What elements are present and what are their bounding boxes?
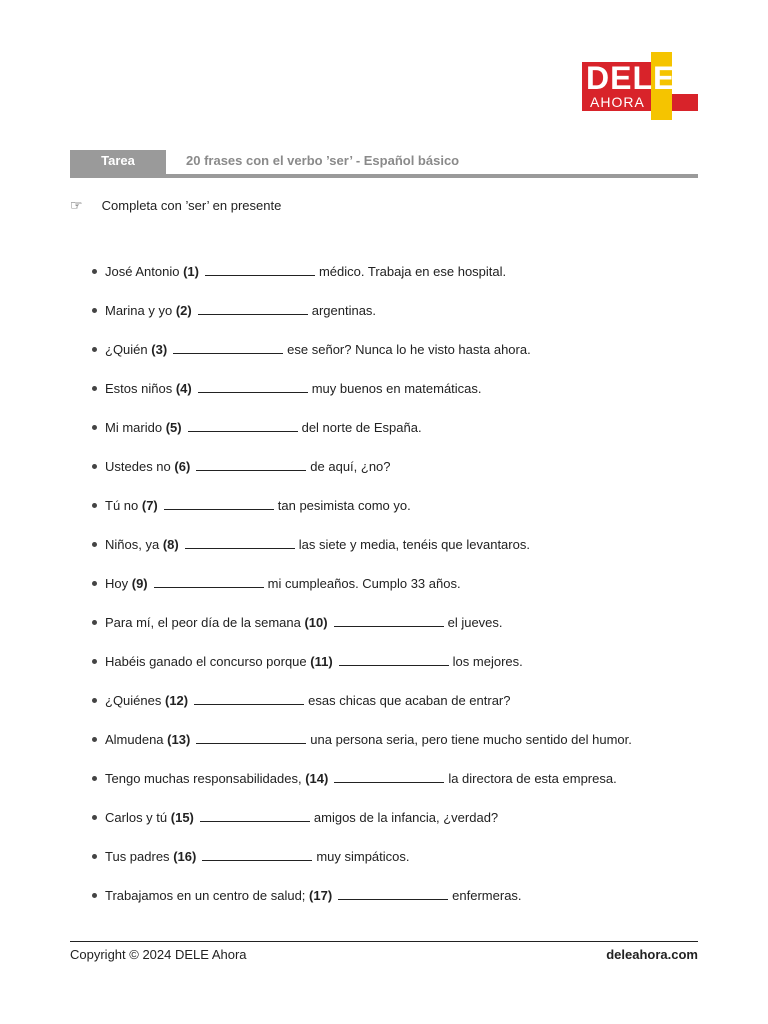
answer-blank[interactable] xyxy=(334,769,444,783)
answer-blank[interactable] xyxy=(196,457,306,471)
pointing-hand-icon: ☞ xyxy=(70,197,83,213)
answer-blank[interactable] xyxy=(205,262,315,276)
exercise-item xyxy=(92,886,632,925)
item-number: (12) xyxy=(165,693,189,708)
sentence-end: tan pesimista como yo. xyxy=(277,498,411,513)
item-number: (17) xyxy=(309,888,333,903)
sentence-start: ¿Quién xyxy=(105,342,148,357)
bullet-icon xyxy=(92,464,97,469)
answer-blank[interactable] xyxy=(339,652,449,666)
footer-copyright: Copyright © 2024 DELE Ahora xyxy=(70,947,247,962)
item-number: (13) xyxy=(167,732,191,747)
sentence-start: José Antonio xyxy=(105,264,180,279)
bullet-icon xyxy=(92,581,97,586)
sentence-start: Tus padres xyxy=(105,849,170,864)
answer-blank[interactable] xyxy=(185,535,295,549)
item-number: (3) xyxy=(151,342,168,357)
sentence-end: la directora de esta empresa. xyxy=(448,771,617,786)
sentence-start: Almudena xyxy=(105,732,164,747)
bullet-icon xyxy=(92,347,97,352)
bullet-icon xyxy=(92,698,97,703)
logo-sub-text: AHORA xyxy=(590,94,645,110)
sentence-start: Para mí, el peor día de la semana xyxy=(105,615,301,630)
answer-blank[interactable] xyxy=(173,340,283,354)
answer-blank[interactable] xyxy=(338,886,448,900)
item-number: (4) xyxy=(175,381,192,396)
exercise-item xyxy=(92,379,632,418)
bullet-icon xyxy=(92,659,97,664)
exercise-item xyxy=(92,340,632,379)
exercise-item xyxy=(92,535,632,574)
item-number: (10) xyxy=(304,615,328,630)
bullet-icon xyxy=(92,620,97,625)
footer-site-link[interactable]: deleahora.com xyxy=(606,947,698,962)
item-number: (16) xyxy=(173,849,197,864)
sentence-end: una persona seria, pero tiene mucho sentido del humor. xyxy=(310,732,632,747)
sentence-end: muy buenos en matemáticas. xyxy=(311,381,482,396)
sentence-end: enfermeras. xyxy=(452,888,522,903)
exercise-item xyxy=(92,301,632,340)
answer-blank[interactable] xyxy=(200,808,310,822)
answer-blank[interactable] xyxy=(194,691,304,705)
bullet-icon xyxy=(92,425,97,430)
sentence-end: argentinas. xyxy=(311,303,377,318)
instruction xyxy=(70,196,281,215)
bullet-icon xyxy=(92,815,97,820)
item-number: (14) xyxy=(305,771,329,786)
sentence-start: Habéis ganado el concurso porque xyxy=(105,654,307,669)
answer-blank[interactable] xyxy=(198,379,308,393)
answer-blank[interactable] xyxy=(334,613,444,627)
task-title: 20 frases con el verbo ’ser’ - Español básico xyxy=(186,153,460,168)
exercise-item xyxy=(92,418,632,457)
sentence-end: médico. Trabaja en ese hospital. xyxy=(318,264,507,279)
item-number: (8) xyxy=(162,537,179,552)
logo-brand-text: DELE xyxy=(586,60,676,96)
task-header xyxy=(70,150,698,178)
exercise-item xyxy=(92,769,632,808)
bullet-icon xyxy=(92,269,97,274)
sentence-start: Trabajamos en un centro de salud; xyxy=(105,888,306,903)
answer-blank[interactable] xyxy=(188,418,298,432)
exercise-item xyxy=(92,496,632,535)
footer-divider xyxy=(70,941,698,942)
bullet-icon xyxy=(92,542,97,547)
exercise-item xyxy=(92,808,632,847)
sentence-end: esas chicas que acaban de entrar? xyxy=(308,693,511,708)
sentence-start: Carlos y tú xyxy=(105,810,168,825)
exercise-item xyxy=(92,691,632,730)
sentence-end: del norte de España. xyxy=(301,420,422,435)
exercise-item xyxy=(92,262,632,301)
answer-blank[interactable] xyxy=(164,496,274,510)
sentence-end: el jueves. xyxy=(447,615,503,630)
sentence-start: ¿Quiénes xyxy=(105,693,162,708)
exercise-item xyxy=(92,613,632,652)
sentence-start: Marina y yo xyxy=(105,303,173,318)
item-number: (6) xyxy=(174,459,191,474)
bullet-icon xyxy=(92,893,97,898)
sentence-end: de aquí, ¿no? xyxy=(310,459,391,474)
exercise-item xyxy=(92,652,632,691)
sentence-end: las siete y media, tenéis que levantaros. xyxy=(298,537,530,552)
instruction-text: Completa con ’ser’ en presente xyxy=(101,198,282,213)
exercise-item xyxy=(92,457,632,496)
sentence-start: Mi marido xyxy=(105,420,163,435)
task-tab-label: Tarea xyxy=(70,150,166,174)
sentence-end: muy simpáticos. xyxy=(316,849,410,864)
dele-ahora-logo xyxy=(582,52,700,122)
sentence-start: Tú no xyxy=(105,498,139,513)
item-number: (15) xyxy=(170,810,194,825)
bullet-icon xyxy=(92,386,97,391)
item-number: (11) xyxy=(310,654,333,669)
item-number: (7) xyxy=(141,498,158,513)
sentence-end: los mejores. xyxy=(452,654,523,669)
answer-blank[interactable] xyxy=(202,847,312,861)
sentence-start: Ustedes no xyxy=(105,459,171,474)
item-number: (9) xyxy=(131,576,148,591)
bullet-icon xyxy=(92,503,97,508)
bullet-icon xyxy=(92,854,97,859)
sentence-start: Hoy xyxy=(105,576,129,591)
answer-blank[interactable] xyxy=(196,730,306,744)
exercise-item xyxy=(92,847,632,886)
sentence-end: mi cumpleaños. Cumplo 33 años. xyxy=(267,576,461,591)
item-number: (2) xyxy=(175,303,192,318)
bullet-icon xyxy=(92,737,97,742)
sentence-end: ese señor? Nunca lo he visto hasta ahora. xyxy=(287,342,531,357)
exercise-item xyxy=(92,730,632,769)
exercise-list xyxy=(92,262,632,925)
bullet-icon xyxy=(92,308,97,313)
sentence-start: Niños, ya xyxy=(105,537,160,552)
sentence-end: amigos de la infancia, ¿verdad? xyxy=(313,810,499,825)
sentence-start: Tengo muchas responsabilidades, xyxy=(105,771,302,786)
bullet-icon xyxy=(92,776,97,781)
sentence-start: Estos niños xyxy=(105,381,173,396)
exercise-item xyxy=(92,574,632,613)
answer-blank[interactable] xyxy=(198,301,308,315)
item-number: (1) xyxy=(183,264,199,279)
item-number: (5) xyxy=(165,420,182,435)
answer-blank[interactable] xyxy=(154,574,264,588)
